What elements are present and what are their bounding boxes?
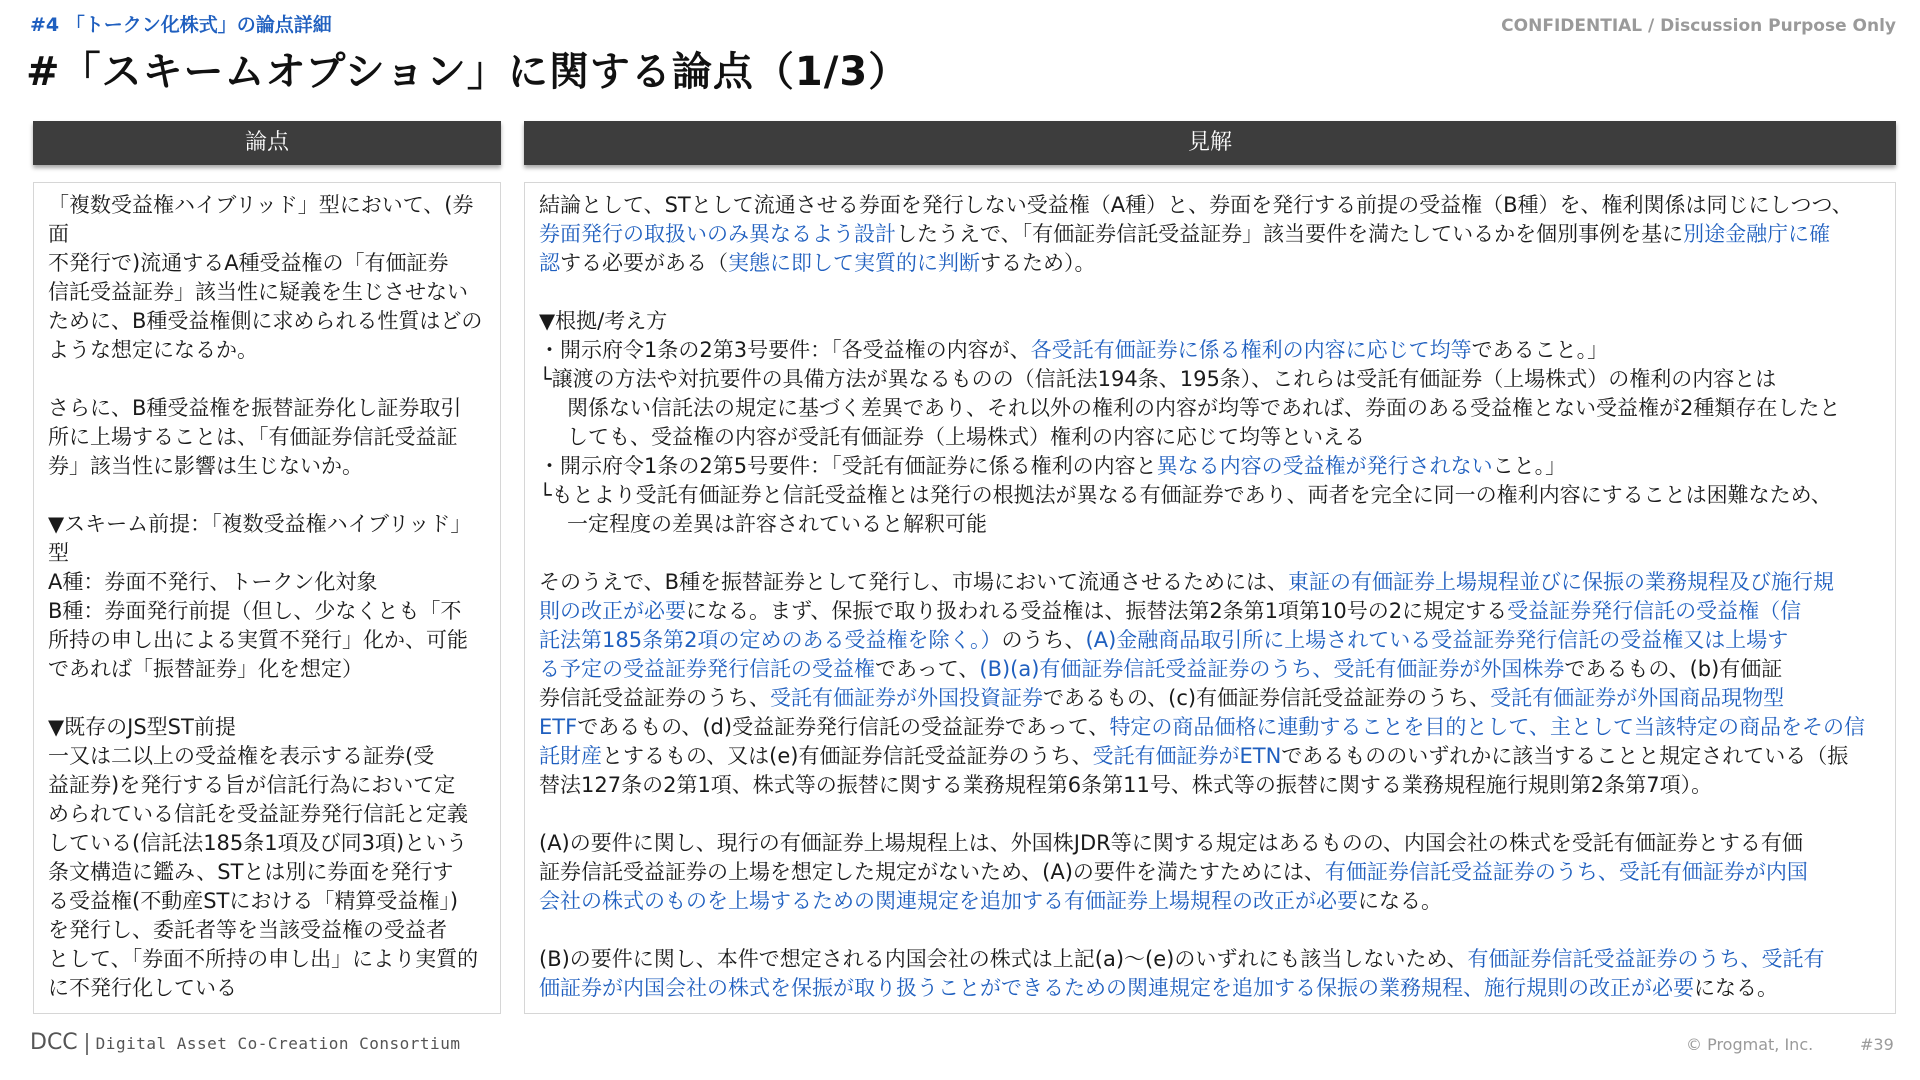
text-line: B種：券面発行前提（但し、少なくとも「不 — [48, 599, 462, 623]
highlight-text: 特定の商品価格に連動することを目的として、主として当該特定の商品をその信 — [1109, 715, 1866, 739]
text-segment: しても、受益権の内容が受託有価証券（上場株式）権利の内容に応じて均等といえる — [567, 425, 1365, 449]
text-line: 信託受益証券」該当性に疑義を生じさせない — [48, 280, 468, 304]
opinion-paragraph — [539, 307, 1881, 539]
text-line — [539, 771, 1881, 800]
highlight-text: 有価証券信託受益証券のうち、受託有価証券が内国 — [1324, 860, 1808, 884]
page-title: #「スキームオプション」に関する論点（1/3） — [26, 49, 910, 95]
text-segment: したうえで、「有価証券信託受益証券」該当要件を満たしているかを個別事例を基に — [896, 222, 1684, 246]
text-line: している(信託法185条1項及び同3項)という — [48, 831, 468, 855]
text-line — [539, 742, 1881, 771]
opinion-paragraph — [539, 945, 1881, 1003]
text-line — [539, 945, 1881, 974]
dcc-logo-subtitle: Digital Asset Co-Creation Consortium — [95, 1034, 461, 1053]
text-segment: └もとより受託有価証券と信託受益権とは発行の根拠法が異なる有価証券であり、両者を完全に同一の権利内容にすることは困難なため、 — [539, 483, 1832, 507]
text-segment: 替法127条の2第1項、株式等の振替に関する業務規程第6条第11号、株式等の振替に関する業務規程施行規則第2条第7項）。 — [539, 773, 1713, 797]
issue-column-header: 論点 — [33, 121, 501, 165]
text-line — [539, 887, 1881, 916]
highlight-text: 異なる内容の受益権が発行されない — [1156, 454, 1493, 478]
text-line: 益証券)を発行する旨が信託行為において定 — [48, 773, 456, 797]
text-line: さらに、B種受益権を振替証券化し証券取引 — [48, 396, 462, 420]
text-segment: のうち、 — [1001, 628, 1086, 652]
highlight-text: 託法第185条第2項の定めのある受益権を除く。） — [539, 628, 1002, 652]
text-line — [539, 858, 1881, 887]
opinion-paragraph — [539, 191, 1881, 278]
highlight-text: 有価証券信託受益証券のうち、受託有 — [1467, 947, 1825, 971]
copyright: © Progmat, Inc. — [1686, 1035, 1814, 1054]
text-line — [539, 452, 1881, 481]
text-line: 一又は二以上の受益権を表示する証券(受 — [48, 744, 435, 768]
text-line — [539, 829, 1881, 858]
opinion-column-header: 見解 — [524, 121, 1896, 165]
text-line — [539, 365, 1881, 394]
text-line: として、「券面不所持の申し出」により実質的 — [48, 947, 479, 971]
highlight-text: ETF — [539, 715, 578, 739]
text-segment: 一定程度の差異は許容されていると解釈可能 — [567, 512, 987, 536]
text-line: に不発行化している — [48, 976, 237, 1000]
text-line: ▼スキーム前提：「複数受益権ハイブリッド」型 — [48, 512, 472, 565]
text-line — [539, 974, 1881, 1003]
text-line — [539, 713, 1881, 742]
text-segment: 結論として、STとして流通させる券面を発行しない受益権（A種）と、券面を発行する前提の受益権（B種）を、権利関係は同じにしつつ、 — [539, 193, 1853, 217]
text-segment: であるもの、(b)有価証 — [1564, 657, 1783, 681]
highlight-text: 受託有価証券がETN — [1092, 744, 1282, 768]
text-segment: になる。まず、保振で取り扱われる受益権は、振替法第2条第1項第10号の2に規定する — [686, 599, 1508, 623]
text-segment: ・開示府令1条の2第5号要件：「受託有価証券に係る権利の内容と — [539, 454, 1157, 478]
highlight-text: 受託有価証券が外国商品現物型 — [1490, 686, 1785, 710]
text-line — [539, 191, 1881, 220]
text-line: る受益権(不動産STにおける「精算受益権」) — [48, 889, 459, 913]
text-segment: になる。 — [1358, 889, 1442, 913]
highlight-text: (B)(a)有価証券信託受益証券のうち、受託有価証券が外国株券 — [979, 657, 1565, 681]
text-line: 条文構造に鑑み、STとは別に券面を発行す — [48, 860, 454, 884]
text-segment: する必要がある（ — [560, 251, 728, 275]
confidential-notice: CONFIDENTIAL / Discussion Purpose Only — [1501, 16, 1896, 36]
page-number: #39 — [1860, 1035, 1894, 1054]
highlight-text: る予定の受益証券発行信託の受益権 — [539, 657, 875, 681]
text-segment: とするもの、又は(e)有価証券信託受益証券のうち、 — [602, 744, 1093, 768]
text-line: められている信託を受益証券発行信託と定義 — [48, 802, 468, 826]
text-segment: (A)の要件に関し、現行の有価証券上場規程上は、外国株JDR等に関する規定はあるものの、内国会社の株式を受託有価証券とする有価 — [539, 831, 1803, 855]
highlight-text: 受益証券発行信託の受益権（信 — [1507, 599, 1802, 623]
text-line — [539, 394, 1881, 423]
text-line — [539, 423, 1881, 452]
issue-panel — [33, 182, 501, 1014]
text-segment: ・開示府令1条の2第3号要件：「各受益権の内容が、 — [539, 338, 1031, 362]
text-segment: 関係ない信託法の規定に基づく差異であり、それ以外の権利の内容が均等であれば、券面のある受益権とない受益権が2種類存在したと — [567, 396, 1841, 420]
issue-paragraph — [48, 394, 486, 481]
highlight-text: 各受託有価証券に係る権利の内容に応じて均等 — [1030, 338, 1472, 362]
text-segment: そのうえで、B種を振替証券として発行し、市場において流通させるためには、 — [539, 570, 1288, 594]
text-line: A種：券面不発行、トークン化対象 — [48, 570, 378, 594]
highlight-text: 託財産 — [539, 744, 602, 768]
opinion-panel — [524, 182, 1896, 1014]
text-segment: であること。」 — [1471, 338, 1609, 362]
highlight-text: (A)金融商品取引所に上場されている受益証券発行信託の受益権又は上場す — [1085, 628, 1789, 652]
text-line: 券」該当性に影響は生じないか。 — [48, 454, 363, 478]
issue-paragraph — [48, 510, 486, 684]
dcc-logo-text: DCC — [30, 1030, 78, 1055]
text-line — [539, 597, 1881, 626]
text-segment: であって、 — [875, 657, 980, 681]
dcc-logo — [30, 1030, 460, 1055]
text-line — [539, 220, 1881, 249]
text-segment: であるもののいずれかに該当することと規定されている（振 — [1281, 744, 1849, 768]
highlight-text: 認 — [539, 251, 560, 275]
text-segment: になる。 — [1694, 976, 1778, 1000]
highlight-text: 東証の有価証券上場規程並びに保振の業務規程及び施行規 — [1287, 570, 1834, 594]
section-label: #4 「トークン化株式」の論点詳細 — [30, 14, 332, 36]
text-segment: であるもの、(d)受益証券発行信託の受益証券であって、 — [577, 715, 1110, 739]
text-line — [539, 655, 1881, 684]
highlight-text: 実態に即して実質的に判断 — [728, 251, 980, 275]
text-segment: └譲渡の方法や対抗要件の具備方法が異なるものの（信託法194条、195条）、これらは受託有価証券（上場株式）の権利の内容とは — [539, 367, 1777, 391]
highlight-text: 別途金融庁に確 — [1683, 222, 1831, 246]
text-segment: 証券信託受益証券の上場を想定した規定がないため、(A)の要件を満たすためには、 — [539, 860, 1325, 884]
text-line: 所持の申し出による実質不発行」化か、可能 — [48, 628, 468, 652]
text-segment: 券信託受益証券のうち、 — [539, 686, 770, 710]
text-line: 不発行で)流通するA種受益権の「有価証券 — [48, 251, 449, 275]
highlight-text: 会社の株式のものを上場するための関連規定を追加する有価証券上場規程の改正が必要 — [539, 889, 1358, 913]
highlight-text: 券面発行の取扱いのみ異なるよう設計 — [539, 222, 896, 246]
text-line: を発行し、委託者等を当該受益権の受益者 — [48, 918, 447, 942]
text-line: ために、B種受益権側に求められる性質はどの — [48, 309, 483, 333]
text-segment: であるもの、(c)有価証券信託受益証券のうち、 — [1043, 686, 1491, 710]
text-line: 所に上場することは、「有価証券信託受益証 — [48, 425, 458, 449]
text-line: ような想定になるか。 — [48, 338, 258, 362]
text-line: ▼既存のJS型ST前提 — [48, 715, 236, 739]
issue-paragraph — [48, 713, 486, 1003]
text-line: であれば「振替証券」化を想定） — [48, 657, 363, 681]
highlight-text: 則の改正が必要 — [539, 599, 686, 623]
text-line — [539, 336, 1881, 365]
logo-divider — [86, 1033, 88, 1055]
issue-paragraph — [48, 191, 486, 365]
highlight-text: 受託有価証券が外国投資証券 — [770, 686, 1043, 710]
text-line — [539, 510, 1881, 539]
text-segment: ▼根拠/考え方 — [539, 309, 668, 333]
text-segment: (B)の要件に関し、本件で想定される内国会社の株式は上記(a)～(e)のいずれにも該当しないため、 — [539, 947, 1468, 971]
text-segment: するため）。 — [980, 251, 1096, 275]
opinion-paragraph — [539, 829, 1881, 916]
highlight-text: 価証券が内国会社の株式を保振が取り扱うことができるための関連規定を追加する保振の業務規程、施行規則の改正が必要 — [539, 976, 1694, 1000]
text-line — [539, 307, 1881, 336]
text-line — [539, 684, 1881, 713]
text-line — [539, 249, 1881, 278]
text-line — [539, 568, 1881, 597]
opinion-paragraph — [539, 568, 1881, 800]
text-line: 「複数受益権ハイブリッド」型において、(券面 — [48, 193, 474, 246]
text-line — [539, 481, 1881, 510]
text-line — [539, 626, 1881, 655]
text-segment: こと。」 — [1492, 454, 1567, 478]
